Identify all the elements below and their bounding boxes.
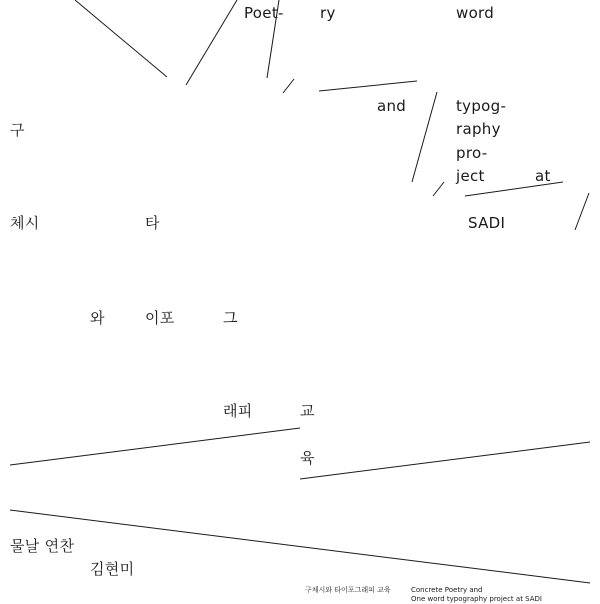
stroke-line-7 (433, 182, 444, 196)
korean-gu: 구 (10, 121, 25, 139)
word-at: at (535, 167, 551, 185)
korean-dates: 물날 연찬 (10, 537, 75, 555)
stroke-line-6 (412, 92, 437, 182)
korean-chesi: 체시 (10, 214, 40, 232)
word-pro: pro- (456, 144, 488, 162)
word-raphy: raphy (456, 120, 501, 138)
word-sadi: SADI (468, 214, 506, 232)
stroke-line-1 (75, 0, 167, 77)
korean-geu: 그 (223, 309, 238, 327)
korean-raepi: 래피 (223, 402, 253, 420)
korean-author: 김현미 (90, 560, 135, 578)
stroke-line-4 (283, 79, 294, 93)
footer-korean-title: 구체시와 타이포그래피 교육 (305, 586, 391, 594)
stroke-line-11 (300, 442, 590, 479)
stroke-line-10 (10, 428, 300, 465)
footer-english-line2: One word typography project at SADI (411, 595, 542, 603)
korean-wa: 와 (90, 309, 105, 327)
korean-yuk: 육 (300, 449, 315, 467)
word-and: and (377, 97, 407, 115)
word-poet: Poet- (244, 4, 284, 22)
korean-gyo: 교 (300, 402, 315, 420)
korean-ta: 타 (145, 214, 160, 232)
footer-english-line1: Concrete Poetry and (411, 586, 483, 594)
word-word: word (456, 4, 495, 22)
korean-ipo: 이포 (145, 309, 175, 327)
word-ject: ject (456, 167, 485, 185)
stroke-line-5 (319, 81, 417, 91)
stroke-line-2 (186, 0, 237, 85)
stroke-line-9 (575, 193, 589, 230)
word-typog: typog- (456, 97, 507, 115)
word-ry: ry (320, 4, 336, 22)
